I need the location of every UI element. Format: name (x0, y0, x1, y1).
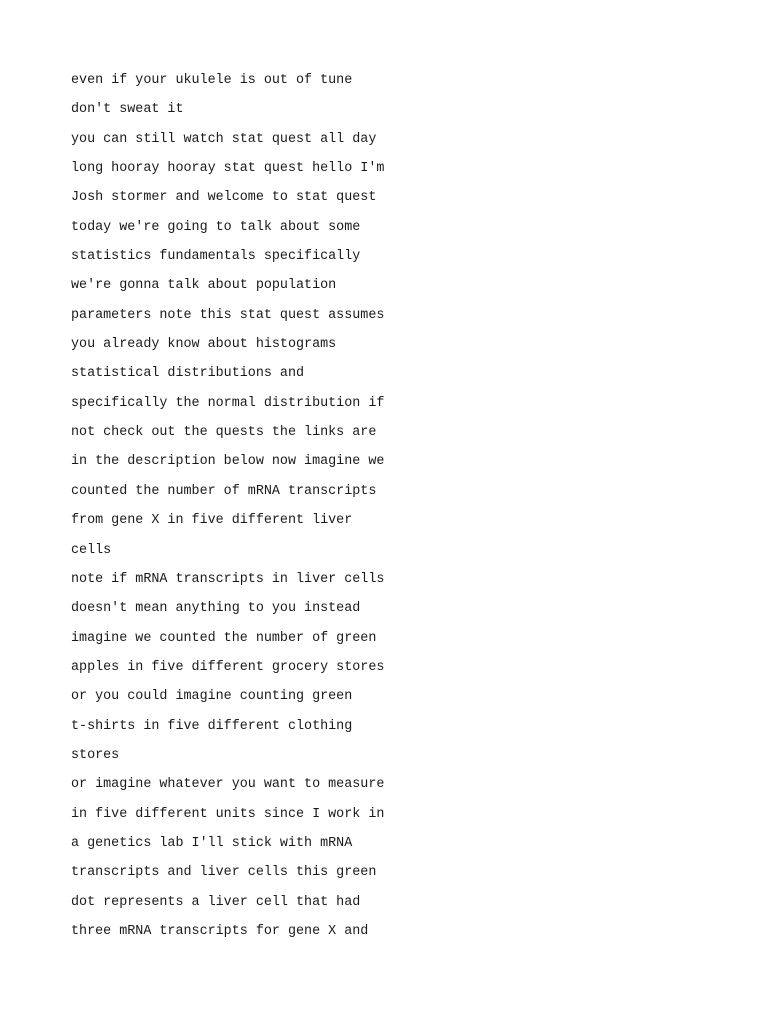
transcript-line: Josh stormer and welcome to stat quest (71, 190, 377, 206)
transcript-line: we're gonna talk about population (71, 278, 337, 294)
transcript-line: from gene X in five different liver (71, 513, 353, 529)
transcript-line: cells (71, 542, 112, 558)
transcript-line: today we're going to talk about some (71, 219, 361, 235)
transcript-line: imagine we counted the number of green (71, 630, 377, 646)
transcript-line: not check out the quests the links are (71, 425, 377, 441)
transcript-line: you can still watch stat quest all day (71, 131, 377, 147)
transcript-line: note if mRNA transcripts in liver cells (71, 571, 385, 587)
transcript-line: transcripts and liver cells this green (71, 865, 377, 881)
transcript-line: or imagine whatever you want to measure (71, 777, 385, 793)
transcript-line: stores (71, 747, 120, 763)
transcript-line: in the description below now imagine we (71, 454, 385, 470)
transcript-line: doesn't mean anything to you instead (71, 601, 361, 617)
transcript-line: parameters note this stat quest assumes (71, 307, 385, 323)
transcript-text (71, 66, 384, 946)
transcript-line: counted the number of mRNA transcripts (71, 483, 377, 499)
transcript-line: apples in five different grocery stores (71, 659, 385, 675)
transcript-line: or you could imagine counting green (71, 689, 353, 705)
transcript-line: a genetics lab I'll stick with mRNA (71, 835, 353, 851)
transcript-line: you already know about histograms (71, 337, 337, 353)
transcript-line: in five different units since I work in (71, 806, 385, 822)
transcript-line: statistical distributions and (71, 366, 305, 382)
transcript-line: dot represents a liver cell that had (71, 894, 361, 910)
transcript-line: statistics fundamentals specifically (71, 249, 361, 265)
transcript-line: even if your ukulele is out of tune (71, 73, 353, 88)
transcript-line: three mRNA transcripts for gene X and (71, 923, 369, 939)
transcript-line: t-shirts in five different clothing (71, 718, 353, 734)
transcript-line: long hooray hooray stat quest hello I'm (71, 161, 385, 177)
transcript-line: specifically the normal distribution if (71, 395, 385, 411)
transcript-line: don't sweat it (71, 102, 184, 118)
